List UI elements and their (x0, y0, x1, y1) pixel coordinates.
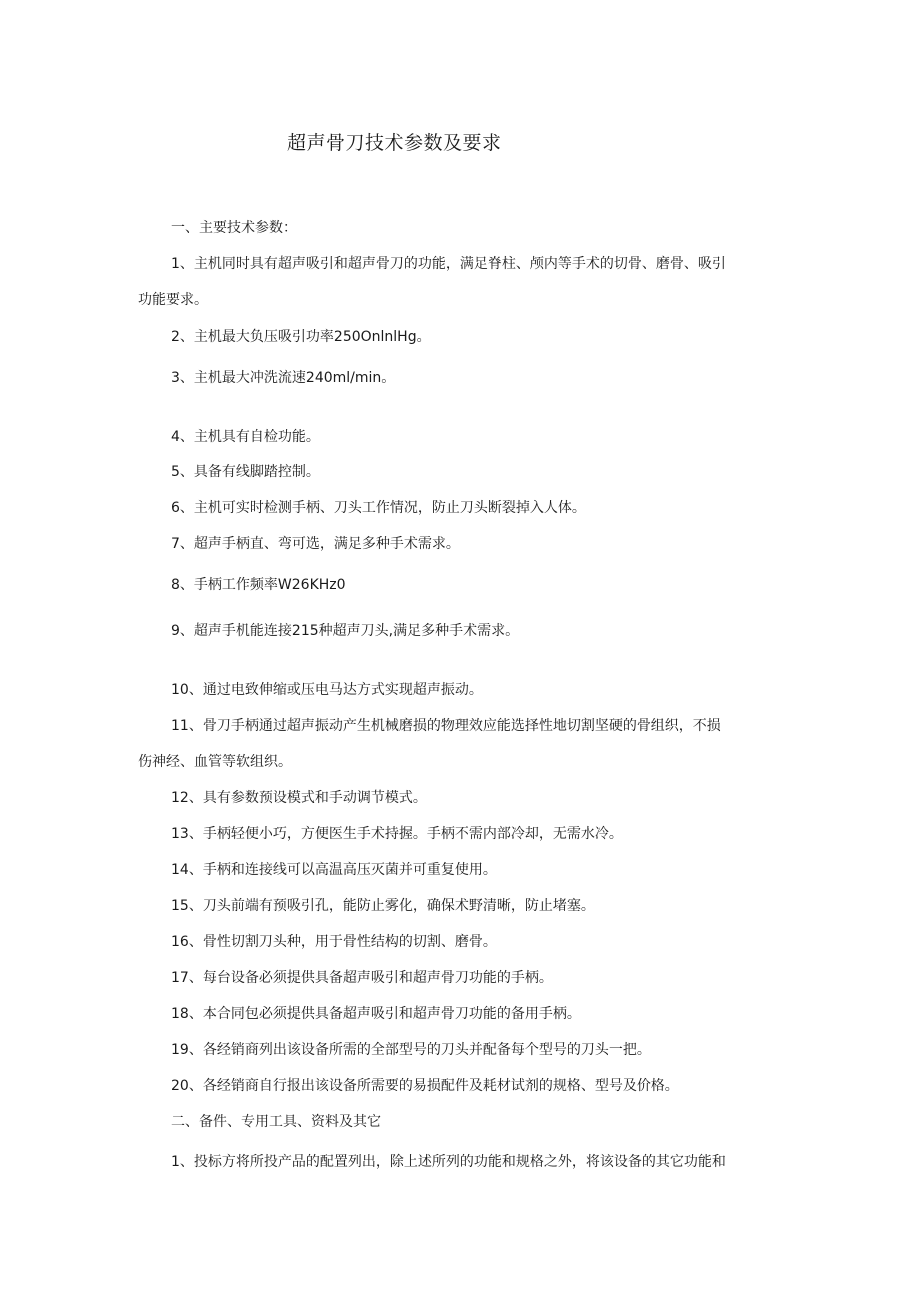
paragraph-item-13: 13、手柄轻便小巧，方便医生手术持握。手柄不需内部冷却，无需水冷。 (171, 826, 623, 842)
paragraph-item-4: 4、主机具有自检功能。 (171, 429, 320, 445)
paragraph-item-2: 2、主机最大负压吸引功率250OnlnlHg。 (171, 329, 431, 345)
section-heading-main-params: 一、主要技术参数： (171, 220, 297, 236)
paragraph-item-17: 17、每台设备必须提供具备超声吸引和超声骨刀功能的手柄。 (171, 970, 553, 986)
paragraph-item-7: 7、超声手柄直、弯可选，满足多种手术需求。 (171, 536, 460, 552)
paragraph-item-14: 14、手柄和连接线可以高温高压灭菌并可重复使用。 (171, 862, 497, 878)
paragraph-item-1-continued: 功能要求。 (138, 292, 208, 308)
paragraph-item-16: 16、骨性切割刀头种，用于骨性结构的切割、磨骨。 (171, 934, 497, 950)
paragraph-item-18: 18、本合同包必须提供具备超声吸引和超声骨刀功能的备用手柄。 (171, 1006, 581, 1022)
paragraph-item-5: 5、具备有线脚踏控制。 (171, 464, 320, 480)
paragraph-spare-item-1: 1、投标方将所投产品的配置列出，除上述所列的功能和规格之外，将该设备的其它功能和 (171, 1154, 726, 1170)
paragraph-item-11: 11、骨刀手柄通过超声振动产生机械磨损的物理效应能选择性地切割坚硬的骨组织，不损 (171, 718, 721, 734)
paragraph-item-20: 20、各经销商自行报出该设备所需要的易损配件及耗材试剂的规格、型号及价格。 (171, 1078, 679, 1094)
paragraph-item-11-continued: 伤神经、血管等软组织。 (138, 754, 292, 770)
paragraph-item-12: 12、具有参数预设模式和手动调节模式。 (171, 790, 427, 806)
section-heading-spare-parts: 二、备件、专用工具、资料及其它 (171, 1114, 381, 1130)
document-title: 超声骨刀技术参数及要求 (287, 132, 502, 154)
paragraph-item-19: 19、各经销商列出该设备所需的全部型号的刀头并配备每个型号的刀头一把。 (171, 1042, 651, 1058)
paragraph-item-6: 6、主机可实时检测手柄、刀头工作情况，防止刀头断裂掉入人体。 (171, 500, 586, 516)
paragraph-item-9: 9、超声手机能连接215种超声刀头,满足多种手术需求。 (171, 623, 520, 639)
paragraph-item-1: 1、主机同时具有超声吸引和超声骨刀的功能，满足脊柱、颅内等手术的切骨、磨骨、吸引 (171, 256, 726, 272)
paragraph-item-15: 15、刀头前端有预吸引孔，能防止雾化，确保术野清晰，防止堵塞。 (171, 898, 595, 914)
paragraph-item-3: 3、主机最大冲洗流速240ml/min。 (171, 370, 396, 386)
paragraph-item-8: 8、手柄工作频率W26KHz0 (171, 577, 346, 593)
paragraph-item-10: 10、通过电致伸缩或压电马达方式实现超声振动。 (171, 682, 483, 698)
